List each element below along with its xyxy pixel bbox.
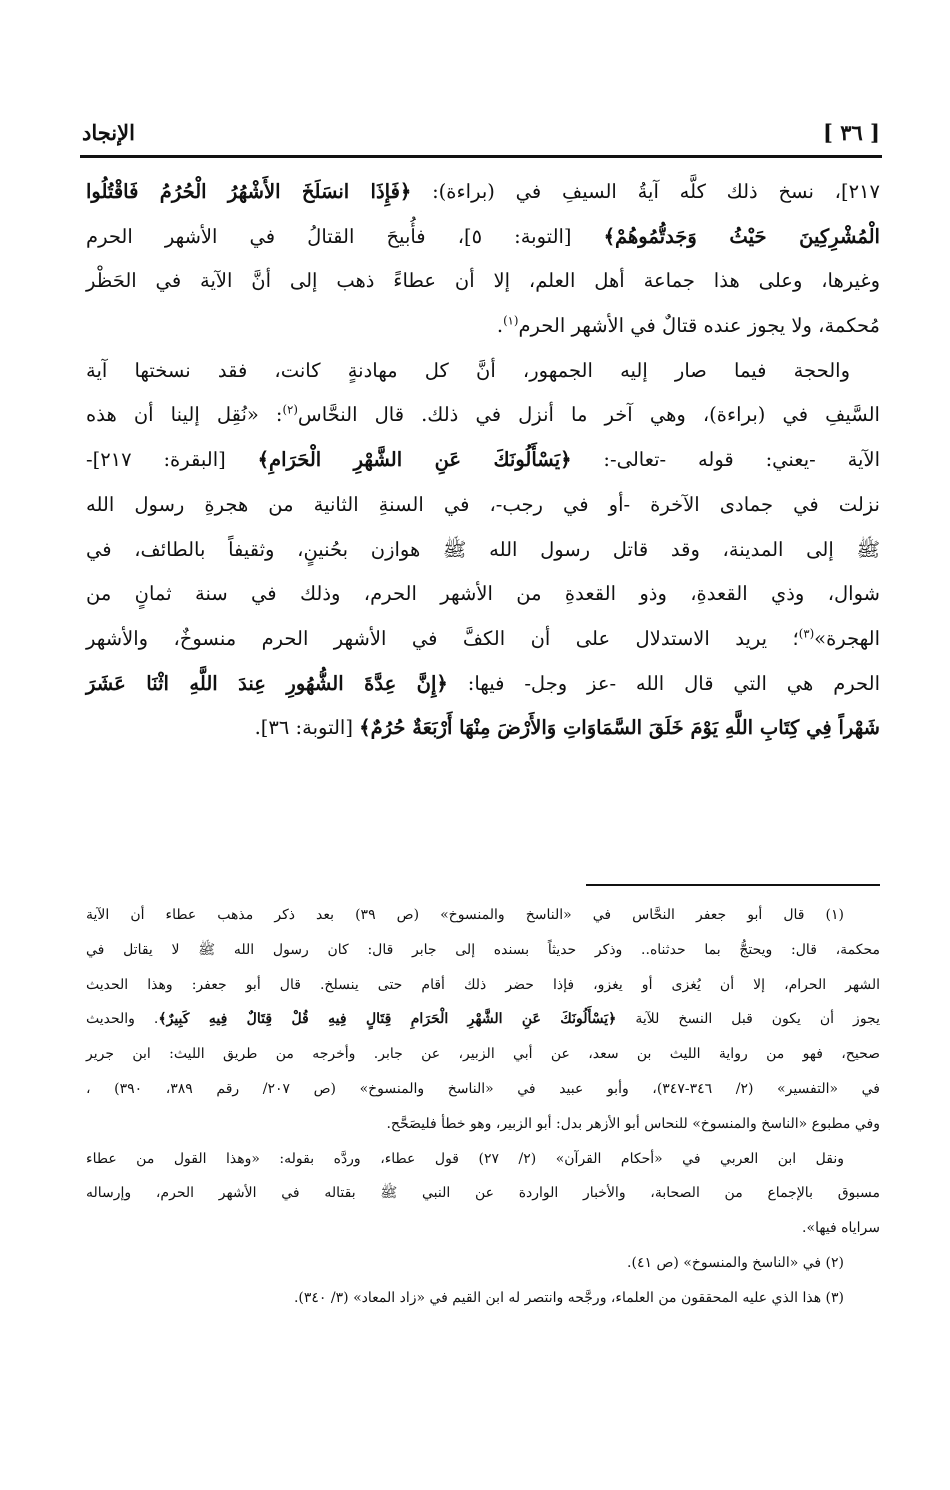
body-line — [86, 662, 880, 707]
text-run: : «نُقِل إلينا أن هذه — [86, 403, 283, 427]
quran-quote: ﴿يَسْأَلُونَكَ عَنِ الشَّهْرِ الْحَرَامِ﴾ — [257, 448, 572, 472]
quran-quote: الْمُشْرِكِينَ حَيْثُ وَجَدتُّمُوهُمْ﴾ — [603, 224, 880, 248]
body-line — [86, 170, 880, 215]
text-run: [التوبة: ٣٦]. — [254, 716, 360, 740]
text-run: الشهر الحرام، إلا أن يُغزى أو يغزو، فإذا حضر ذلك أقام حتى ينسلخ. قال أبو جعفر: وهذا الحديث — [86, 976, 880, 993]
body-line — [86, 393, 880, 438]
footnote-line — [86, 1072, 880, 1107]
body-line — [86, 617, 880, 662]
text-run: مسبوق بالإجماع من الصحابة، والأخبار الواردة عن النبي ﷺ بقتاله في الأشهر الحرم، وإرساله — [86, 1185, 880, 1202]
book-title: الإنجاد — [82, 119, 135, 145]
footnote-line — [86, 1002, 880, 1037]
text-run: ٢١٧]، نسخ ذلك كلَّه آيةُ السيفِ في (براءة): — [411, 180, 880, 203]
text-run: شوال، وذي القعدةِ، وذو القعدةِ من الأشهر الحرم، وذلك في سنة ثمانٍ من — [86, 582, 880, 606]
text-run: [البقرة: ٢١٧]- — [86, 448, 258, 472]
text-run: نزلت في جمادى الآخرة -أو في رجب-، في السنةِ الثانية من هجرةِ رسول الله — [86, 492, 880, 516]
header-rule — [80, 155, 882, 158]
body-line — [86, 259, 880, 304]
footnote-line — [86, 968, 880, 1003]
footnote-ref[interactable]: (٣) — [798, 626, 815, 641]
body-line — [86, 483, 880, 528]
footnote-paragraph — [86, 1281, 880, 1316]
text-run: [التوبة: ٥]، فأُبيحَ القتالُ في الأشهر الحرم — [86, 224, 604, 248]
footnotes — [86, 898, 880, 1316]
text-run: ونقل ابن العربي في «أحكام القرآن» (٢/ ٢٧) قول عطاء، وردَّه بقوله: «وهذا القول من عطاء — [86, 1150, 845, 1167]
quran-quote: شَهْراً فِي كِتَابِ اللَّهِ يَوْمَ خَلَقَ السَّمَاوَاتِ وَالأَرْضَ مِنْهَا أَرْبَعَةٌ حُرُمٌ﴾ — [359, 716, 880, 740]
footnote-ref[interactable]: (٢) — [282, 402, 298, 417]
text-run: محكمة، قال: ويحتجُّ بما حدثناه.. وذكر حديثاً بسنده إلى جابر قال: كان رسول الله ﷺ لا يقاتل في — [86, 941, 880, 958]
body-line — [86, 304, 880, 349]
footnote-line — [86, 1107, 880, 1142]
body-line — [86, 349, 880, 394]
footnote-separator — [586, 884, 880, 886]
footnote-line — [86, 933, 880, 968]
text-run: وغيرها، وعلى هذا جماعة أهل العلم، إلا أن عطاءً ذهب إلى أنَّ الآية في الحَظْر — [86, 269, 880, 293]
text-run: الآية -يعني: قوله -تعالى-: — [571, 448, 880, 472]
footnote-line — [86, 1142, 880, 1177]
main-text — [86, 170, 880, 751]
body-paragraph — [86, 349, 880, 751]
text-run: يجوز أن يكون قبل النسخ للآية — [616, 1011, 880, 1028]
body-line — [86, 572, 880, 617]
text-run: الهجرة» — [814, 626, 880, 650]
footnote-line — [86, 1211, 880, 1246]
text-run: في «التفسير» (٢/ ٣٤٦-٣٤٧)، وأبو عبيد في «الناسخ والمنسوخ» (ص ٢٠٧/ رقم ٣٨٩، ٣٩٠) ، — [86, 1080, 881, 1097]
footnote-paragraph — [86, 1142, 880, 1246]
running-header — [82, 112, 880, 152]
text-run: (١) قال أبو جعفر النحَّاس في «الناسخ والمنسوخ» (ص ٣٩) بعد ذكر مذهب عطاء أن الآية — [86, 907, 844, 923]
text-run: ﷺ إلى المدينة، وقد قاتل رسول الله ﷺ هوازن بحُنينٍ، وثقيفاً بالطائف، في — [86, 537, 880, 561]
text-run: (٢) في «الناسخ والمنسوخ» (ص ٤١). — [627, 1254, 844, 1271]
body-line — [86, 706, 880, 751]
body-line — [86, 528, 880, 573]
text-run: . — [496, 314, 504, 338]
footnote-ref[interactable]: (١) — [503, 313, 519, 328]
body-line — [86, 438, 880, 483]
text-run: مُحكمة، ولا يجوز عنده قتالٌ في الأشهر الحرم — [518, 314, 880, 338]
body-paragraph — [86, 170, 880, 349]
text-run: (٣) هذا الذي عليه المحققون من العلماء، ورجَّحه وانتصر له ابن القيم في «زاد المعاد» (٣/ ٣٤٠). — [293, 1289, 844, 1306]
text-run: الحرم هي التي قال الله -عز وجل- فيها: — [447, 671, 881, 695]
text-run: والحجة فيما صار إليه الجمهور، أنَّ كل مهادنةٍ كانت، فقد نسختها آية — [86, 358, 850, 382]
text-run: السَّيفِ في (براءة)، وهي آخر ما أنزل في ذلك. قال النحَّاس — [297, 403, 880, 427]
quran-quote: ﴿فَإِذَا انسَلَخَ الأَشْهُرُ الْحُرُمُ فَاقْتُلُوا — [86, 180, 412, 203]
text-run: وفي مطبوع «الناسخ والمنسوخ» للنحاس أبو الأزهر بدل: أبو الزبير، وهو خطأ فليصَحَّح. — [386, 1115, 880, 1132]
text-run: ؛ يريد الاستدلال على أن الكفَّ في الأشهر الحرم منسوخٌ، والأشهر — [86, 626, 799, 650]
footnote-line — [86, 898, 880, 933]
footnote-line — [86, 1281, 880, 1316]
footnote-line — [86, 1246, 880, 1281]
footnote-paragraph — [86, 898, 880, 1142]
footnote-paragraph — [86, 1246, 880, 1281]
footnote-line — [86, 1037, 880, 1072]
text-run: . والحديث — [86, 1011, 159, 1028]
quran-quote: ﴿يَسْأَلُونَكَ عَنِ الشَّهْرِ الْحَرَامِ قِتَالٍ فِيهِ قُلْ قِتَالٌ فِيهِ كَبِيرٌ﴾ — [158, 1011, 617, 1028]
page-number: [ ٣٦ ] — [822, 119, 880, 145]
body-line — [86, 215, 880, 260]
footnote-line — [86, 1176, 880, 1211]
text-run: سراياه فيها». — [802, 1220, 880, 1237]
text-run: صحيح، فهو من رواية الليث بن سعد، عن أبي الزبير، عن جابر. وأخرجه من طريق الليث: ابن جرير — [86, 1046, 880, 1063]
quran-quote: ﴿إِنَّ عِدَّةَ الشُّهُورِ عِندَ اللَّهِ اثْنَا عَشَرَ — [86, 671, 448, 695]
